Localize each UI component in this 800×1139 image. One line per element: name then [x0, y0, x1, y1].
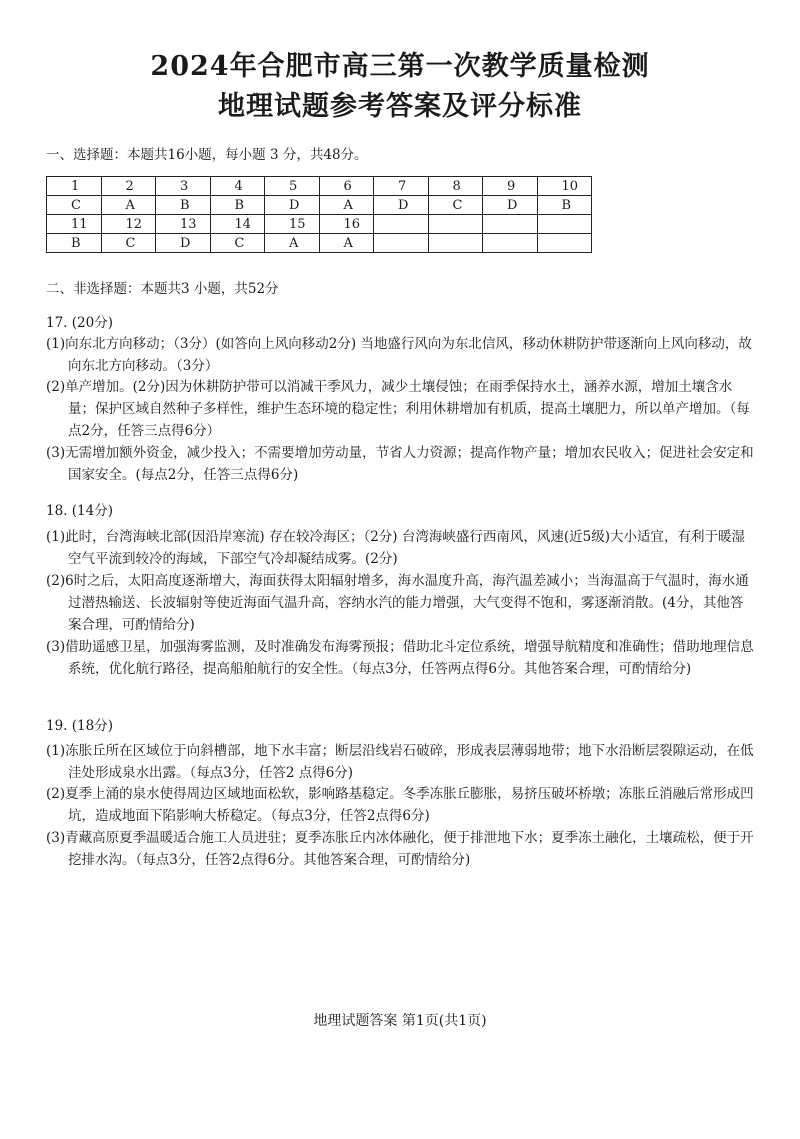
answer-table-row — [47, 215, 592, 234]
answer-table-cell: 7 — [374, 177, 429, 196]
answer-table-cell: 12 — [101, 215, 156, 234]
answer-table-cell: 3 — [156, 177, 211, 196]
question-19-answer-1: (1)冻胀丘所在区域位于向斜槽部，地下水丰富；断层沿线岩石破碎，形成表层薄弱地带；地下水沿断层裂隙运动，在低洼处形成泉水出露。（每点3分，任答2 点得6分) — [46, 743, 754, 781]
answer-table-cell — [374, 215, 429, 234]
answer-table-cell: A — [101, 196, 156, 215]
answer-table-cell: D — [483, 196, 538, 215]
answer-table-cell: 1 — [47, 177, 102, 196]
page-subtitle: 地理试题参考答案及评分标准 — [218, 91, 582, 122]
question-17-heading: 17. (20分) — [46, 315, 113, 331]
answer-table-cell — [483, 215, 538, 234]
question-17-answer-3: (3)无需增加额外资金，减少投入；不需要增加劳动量，节省人力资源；提高作物产量；增加农民收入；促进社会安定和国家安全。(每点2分，任答三点得6分) — [46, 445, 754, 483]
question-19-answer-3: (3)青藏高原夏季温暖适合施工人员进驻；夏季冻胀丘内冰体融化，便于排泄地下水；夏季冻土融化，土壤疏松，便于开挖排水沟。（每点3分，任答2点得6分。其他答案合理，可酌情给分) — [46, 830, 754, 868]
answer-table-cell: C — [428, 196, 483, 215]
answer-table-cell: D — [265, 196, 320, 215]
question-18-answer-2: (2)6时之后，太阳高度逐渐增大，海面获得太阳辐射增多，海水温度升高，海汽温差减小；当海温高于气温时，海水通过潜热输送、长波辐射等使近海面气温升高，容纳水汽的能力增强，大气变得不饱和，雾逐渐消散。(4分，其他答案合理，可酌情给分) — [46, 573, 749, 633]
answer-table-cell: C — [210, 234, 265, 253]
answer-table-cell: 15 — [265, 215, 320, 234]
answer-table-cell: 5 — [265, 177, 320, 196]
page-title: 2024年合肥市高三第一次教学质量检测 — [150, 51, 650, 82]
answer-table-cell: C — [101, 234, 156, 253]
answer-table-cell: B — [47, 234, 102, 253]
answer-table-cell: 9 — [483, 177, 538, 196]
answer-table-cell: 6 — [319, 177, 374, 196]
answer-table-row — [47, 196, 592, 215]
answer-table-cell: B — [156, 196, 211, 215]
answer-table-cell: 8 — [428, 177, 483, 196]
page-footer: 地理试题答案 第1页(共1页) — [313, 1013, 487, 1029]
question-18-answer-3: (3)借助遥感卫星，加强海雾监测，及时准确发布海雾预报；借助北斗定位系统，增强导航精度和准确性；借助地理信息系统，优化航行路径，提高船舶航行的安全性。（每点3分，任答两点得6分。其他答案合理，可酌情给分) — [46, 639, 754, 677]
answer-table — [46, 176, 592, 253]
answer-table-cell: D — [156, 234, 211, 253]
question-18-heading: 18. (14分) — [46, 503, 113, 519]
question-19-answer-2: (2)夏季上涌的泉水使得周边区域地面松软，影响路基稳定。冬季冻胀丘膨胀，易挤压破坏桥墩；冻胀丘消融后常形成凹坑，造成地面下陷影响大桥稳定。（每点3分，任答2点得6分) — [46, 786, 754, 824]
answer-table-cell: 11 — [47, 215, 102, 234]
question-18-answer-1: (1)此时，台湾海峡北部(因沿岸寒流) 存在较冷海区；（2分) 台湾海峡盛行西南风，风速(近5级)大小适宜，有利于暖湿空气平流到较冷的海域，下部空气冷却凝结成雾。(2分) — [46, 529, 745, 567]
question-17-answer-2: (2)单产增加。(2分)因为休耕防护带可以消减干季风力，减少土壤侵蚀；在雨季保持水土，涵养水源，增加土壤含水量；保护区域自然种子多样性，维护生态环境的稳定性；利用休耕增加有机质，提高土壤肥力，所以单产增加。（每点2分，任答三点得6分） — [46, 379, 750, 439]
answer-table-cell: 14 — [210, 215, 265, 234]
answer-table-cell: 13 — [156, 215, 211, 234]
answer-table-cell — [374, 234, 429, 253]
answer-table-row — [47, 177, 592, 196]
answer-table-cell — [537, 234, 592, 253]
answer-table-cell: 2 — [101, 177, 156, 196]
question-19-heading: 19. (18分) — [46, 718, 113, 734]
answer-table-cell: 16 — [319, 215, 374, 234]
answer-table-cell: C — [47, 196, 102, 215]
answer-table-cell: D — [374, 196, 429, 215]
answer-table-cell: B — [537, 196, 592, 215]
answer-table-cell — [428, 215, 483, 234]
answer-table-cell: A — [319, 234, 374, 253]
answer-table-cell — [537, 215, 592, 234]
section-2-heading: 二、非选择题：本题共3 小题，共52分 — [46, 281, 279, 297]
answer-table-cell: B — [210, 196, 265, 215]
answer-table-row — [47, 234, 592, 253]
answer-table-cell: 4 — [210, 177, 265, 196]
answer-table-cell: A — [319, 196, 374, 215]
section-1-heading: 一、选择题：本题共16小题，每小题 3 分，共48分。 — [46, 147, 368, 163]
answer-table-cell — [483, 234, 538, 253]
question-17-answer-1: (1)向东北方向移动；（3分）(如答向上风向移动2分) 当地盛行风向为东北信风，移动休耕防护带逐渐向上风向移动，故向东北方向移动。（3分） — [46, 336, 752, 374]
answer-table-cell — [428, 234, 483, 253]
answer-table-cell: 10 — [537, 177, 592, 196]
answer-table-cell: A — [265, 234, 320, 253]
